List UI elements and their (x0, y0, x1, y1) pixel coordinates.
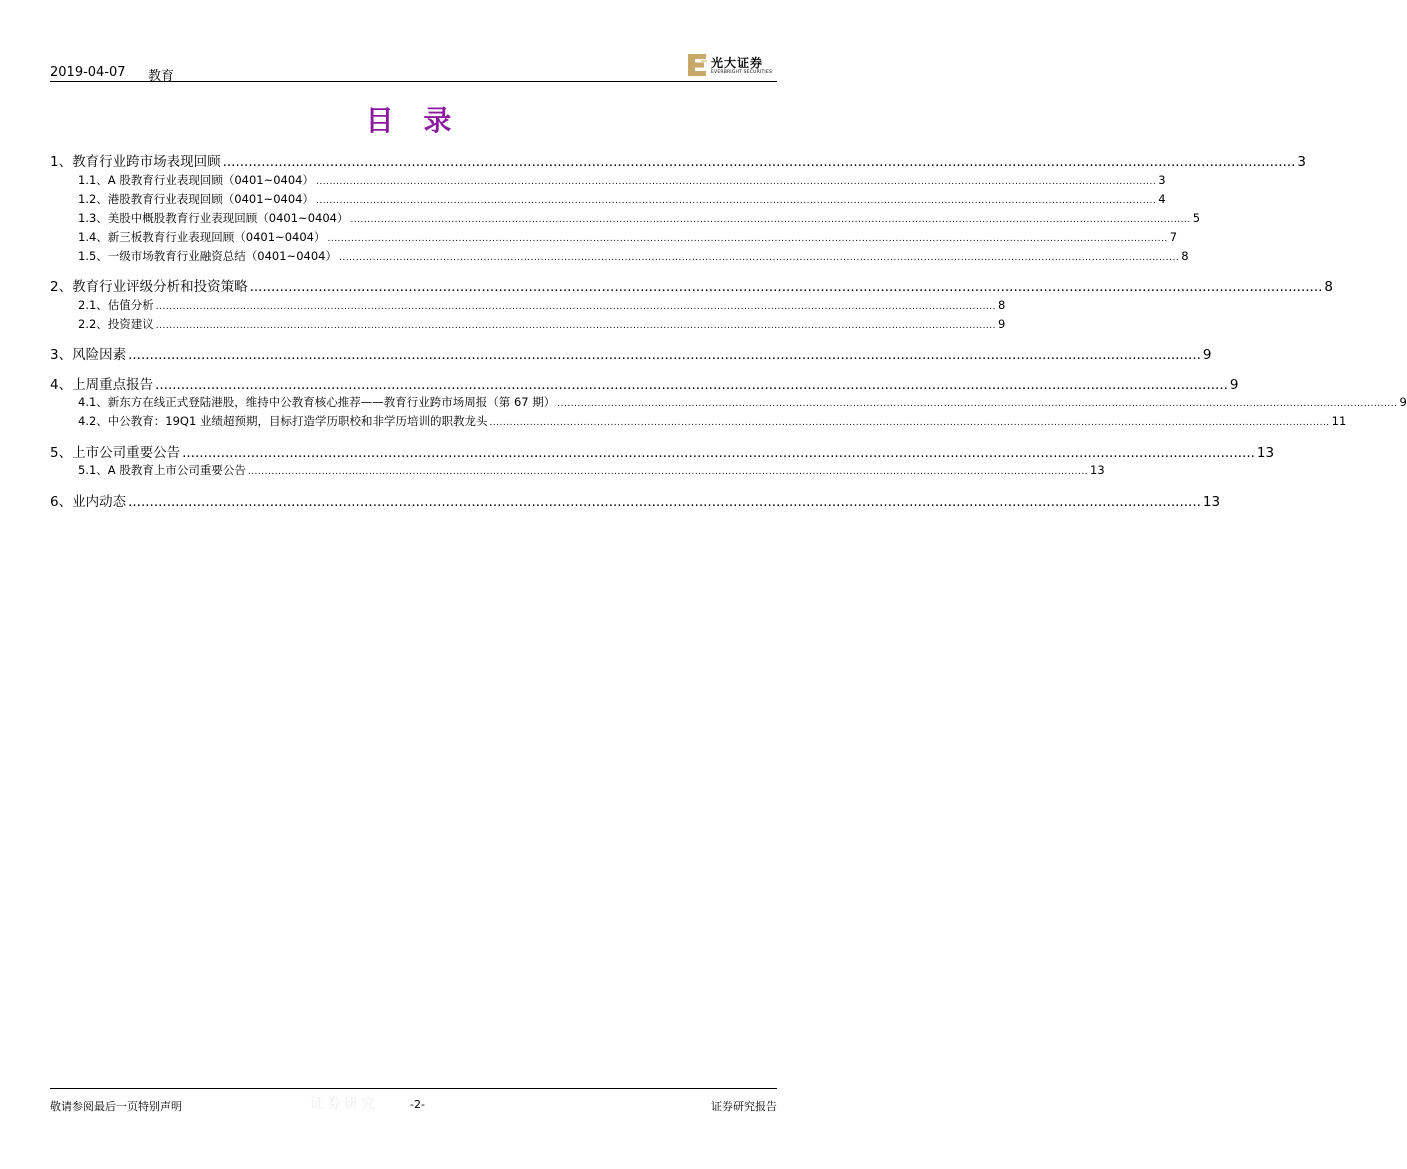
toc-entry-title: 新东方在线正式登陆港股，维持中公教育核心推荐——教育行业跨市场周报（第 67 期） (107, 395, 556, 409)
toc-entry-number: 2、 (50, 279, 73, 295)
toc-entry-title: 港股教育行业表现回顾（0401~0404） (107, 192, 314, 206)
toc-entry[interactable] (78, 172, 1166, 188)
toc-leader-dots (248, 467, 1088, 477)
toc-leader-dots (156, 302, 996, 312)
toc-entry[interactable] (78, 413, 1347, 429)
toc-entry-number: 3、 (50, 347, 73, 363)
toc-entry-page: 8 (1181, 249, 1189, 263)
toc-leader-dots (339, 253, 1179, 263)
toc-entry[interactable] (50, 490, 1221, 510)
toc-entry-page: 5 (1192, 211, 1201, 225)
toc-entry-number: 1.5、 (78, 249, 108, 263)
toc-entry[interactable] (78, 394, 1407, 410)
report-sector: 教育 (148, 69, 175, 84)
toc-leader-dots (316, 196, 1156, 206)
toc-leader-dots (182, 445, 1255, 461)
toc-entry-page: 8 (1324, 279, 1334, 295)
toc-entry-number: 5、 (50, 445, 73, 461)
toc-entry-page: 13 (1090, 463, 1105, 477)
toc-leader-dots (128, 347, 1201, 363)
toc-entry-number: 1、 (50, 154, 73, 170)
toc-entry-title: 新三板教育行业表现回顾（0401~0404） (107, 230, 326, 244)
toc-leader-dots (128, 494, 1201, 510)
toc-entry-number: 5.1、 (78, 463, 108, 477)
toc-entry[interactable] (50, 343, 1212, 363)
toc-entry-page: 11 (1331, 414, 1347, 428)
page-footer (50, 1088, 777, 1113)
toc-leader-dots (155, 377, 1228, 393)
toc-entry-number: 2.2、 (78, 317, 108, 331)
toc-entry-title: 上市公司重要公告 (72, 445, 181, 461)
toc-entry-number: 4.2、 (78, 414, 108, 428)
toc-entry-title: 上周重点报告 (72, 377, 154, 393)
toc-entry-page: 9 (998, 317, 1006, 331)
toc-entry-title: 估值分析 (107, 298, 154, 312)
toc-entry[interactable] (78, 229, 1178, 245)
toc-entry-title: A 股教育行业表现回顾（0401~0404） (107, 173, 314, 187)
toc-entry[interactable] (78, 210, 1201, 226)
toc-entry-title: A 股教育上市公司重要公告 (107, 463, 246, 477)
toc-leader-dots (327, 234, 1167, 244)
toc-entry-page: 3 (1297, 154, 1307, 170)
toc-title: 目 录 (365, 104, 462, 137)
toc-entry-number: 4、 (50, 377, 73, 393)
toc-entry-number: 4.1、 (78, 395, 108, 409)
page-number: -2- (410, 1098, 425, 1111)
toc-entry[interactable] (50, 150, 1307, 170)
toc-leader-dots (250, 279, 1323, 295)
toc-entry-title: 美股中概股教育行业表现回顾（0401~0404） (107, 211, 349, 225)
toc-entry-title: 投资建议 (107, 317, 154, 331)
toc-entry-number: 6、 (50, 494, 73, 510)
report-date: 2019-04-07 (50, 65, 126, 80)
header-rule (50, 81, 777, 82)
toc-entry-page: 13 (1256, 445, 1275, 461)
toc-leader-dots (156, 321, 996, 331)
toc-entry[interactable] (78, 191, 1166, 207)
toc-entry-page: 9 (1399, 395, 1407, 409)
page-header (50, 56, 777, 82)
toc-entry-page: 4 (1158, 192, 1166, 206)
toc-entry-title: 业内动态 (72, 494, 127, 510)
toc-entry[interactable] (78, 297, 1006, 313)
toc-entry-number: 2.1、 (78, 298, 108, 312)
toc-entry-page: 3 (1158, 173, 1166, 187)
toc-entry-number: 1.1、 (78, 173, 108, 187)
footer-rule (50, 1088, 777, 1089)
toc-leader-dots (557, 399, 1397, 409)
toc-leader-dots (316, 177, 1156, 187)
toc-entry-number: 1.4、 (78, 230, 108, 244)
toc-leader-dots (223, 154, 1296, 170)
toc-entry-number: 1.2、 (78, 192, 108, 206)
toc-leader-dots (350, 215, 1190, 225)
logo-text-cn: 光大证券 (711, 56, 764, 70)
toc-entry[interactable] (50, 373, 1239, 393)
toc-entry-title: 中公教育：19Q1 业绩超预期，目标打造学历职校和非学历培训的职教龙头 (107, 414, 488, 428)
toc-entry-page: 9 (1202, 347, 1212, 363)
toc-entry-title: 一级市场教育行业融资总结（0401~0404） (107, 249, 337, 263)
toc-entry[interactable] (50, 275, 1334, 295)
toc-entry[interactable] (78, 248, 1189, 264)
footer-watermark: 证券研究 (310, 1096, 378, 1112)
toc-entry-page: 13 (1202, 494, 1221, 510)
toc-entry-page: 9 (1229, 377, 1239, 393)
footer-disclaimer: 敬请参阅最后一页特别声明 (50, 1100, 182, 1113)
logo-text-en: EVERBRIGHT SECURITIES (711, 70, 773, 75)
toc-entry-title: 教育行业评级分析和投资策略 (72, 279, 248, 295)
toc-entry[interactable] (50, 441, 1275, 461)
everbright-logo (687, 53, 777, 79)
toc-entry[interactable] (78, 316, 1006, 332)
everbright-logo-icon (687, 53, 709, 77)
toc-entry-title: 风险因素 (72, 347, 127, 363)
footer-report-type: 证券研究报告 (711, 1100, 777, 1113)
toc-entry-page: 8 (998, 298, 1006, 312)
toc-entry[interactable] (78, 462, 1105, 478)
toc-entry-number: 1.3、 (78, 211, 108, 225)
toc-leader-dots (489, 418, 1329, 428)
toc-entry-page: 7 (1169, 230, 1178, 244)
toc-entry-title: 教育行业跨市场表现回顾 (72, 154, 221, 170)
